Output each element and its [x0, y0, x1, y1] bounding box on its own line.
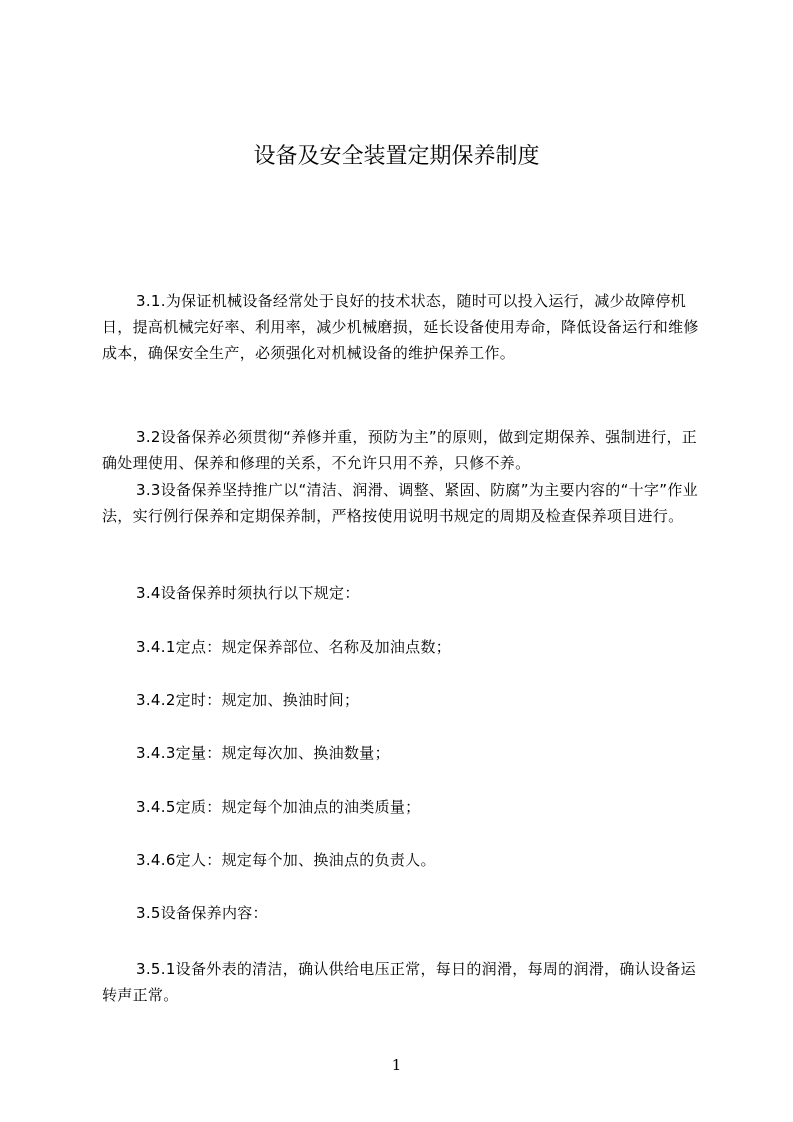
- paragraph-3-2: 3.2设备保养必须贯彻“养修并重，预防为主”的原则，做到定期保养、强制进行，正确处理使用、保养和修理的关系，不允许只用不养，只修不养。: [102, 428, 698, 472]
- paragraph-3-1: 3.1.为保证机械设备经常处于良好的技术状态，随时可以投入运行，减少故障停机日，提高机械完好率、利用率，减少机械磨损，延长设备使用寿命，降低设备运行和维修成本，确保安全生产，必须强化对机械设备的维护保养工作。: [102, 292, 699, 362]
- paragraph-3-5: 3.5设备保养内容：: [136, 904, 268, 922]
- paragraph-3-4-5: 3.4.5定质：规定每个加油点的油类质量；: [136, 798, 421, 816]
- paragraph-3-5-1: 3.5.1设备外表的清洁，确认供给电压正常，每日的润滑，每周的润滑，确认设备运转声正常。: [102, 960, 696, 1004]
- page-number: 1: [391, 1056, 402, 1074]
- paragraph-3-3: 3.3设备保养坚持推广以“清洁、润滑、调整、紧固、防腐”为主要内容的“十字”作业法，实行例行保养和定期保养制，严格按使用说明书规定的周期及检查保养项目进行。: [102, 481, 698, 525]
- document-title: 设备及安全装置定期保养制度: [253, 144, 540, 169]
- paragraph-3-4: 3.4设备保养时须执行以下规定：: [136, 584, 360, 602]
- paragraph-3-4-3: 3.4.3定量：规定每次加、换油数量；: [136, 744, 390, 762]
- paragraph-3-4-2: 3.4.2定时：规定加、换油时间；: [136, 691, 360, 709]
- paragraph-3-4-6: 3.4.6定人：规定每个加、换油点的负责人。: [136, 851, 436, 869]
- paragraph-3-4-1: 3.4.1定点：规定保养部位、名称及加油点数；: [136, 638, 452, 656]
